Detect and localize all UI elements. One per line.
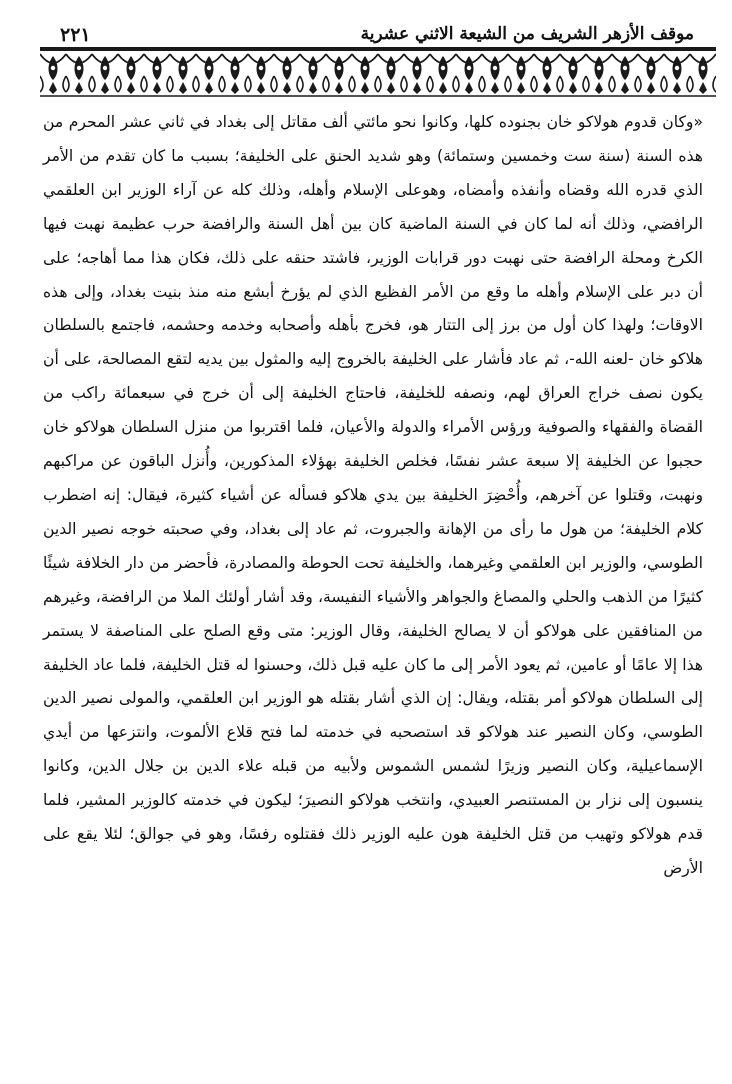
body-paragraph: «وكان قدوم هولاكو خان بجنوده كلها، وكانوا نحو مائتي ألف مقاتل إلى بغداد في ثاني عشر المحرم من هذه السنة (سنة ست وخمسين وستمائة) وهو شديد الحنق على الخليفة؛ بسبب ما كان تقدم من الأمر الذي قدره الله وقضاه وأنفذه وأمضاه، وهوعلى الإسلام وأهله، وذلك كله عن آراء الوزير ابن العلقمي الرافضي، وذلك أنه لما كان في السنة الماضية كان بين أهل السنة والرافضة حرب عظيمة نهبت فيها الكرخ ومحلة الرافضة حتى نهبت دور قرابات الوزير، فاشتد حنقه على ذلك، فكان هذا مما أهاجه؛ على أن دبر على الإسلام وأهله ما وقع من الأمر الفظيع الذي لم يؤرخ أبشع منه منذ بنيت بغداد، وإلى هذه الاوقات؛ ولهذا كان أول من برز إلى التتار هو، فخرج بأهله وأصحابه وخدمه وحشمه، فاجتمع بالسلطان هلاكو خان -لعنه الله-، ثم عاد فأشار على الخليفة بالخروج إليه والمثول بين يديه لتقع المصالحة، على أن يكون نصف خراج العراق لهم، ونصفه للخليفة، فاحتاج الخليفة إلى أن خرج في سبعمائة راكب من القضاة والفقهاء والصوفية ورؤس الأمراء والدولة والأعيان، فلما اقتربوا من منزل السلطان هولاكو خان حجبوا عن الخليفة إلا سبعة عشر نفسًا، فخلص الخليفة بهؤلاء المذكورين، وأُنزل الباقون عن مراكبهم ونهبت، وقتلوا عن آخرهم، وأُحْضِرَ الخليفة بين يدي هلاكو فسأله عن أشياء كثيرة، فيقال: إنه اضطرب كلام الخليفة؛ من هول ما رأى من الإهانة والجبروت، ثم عاد إلى بغداد، وفي صحبته خوجه نصير الدين الطوسي، والوزير ابن العلقمي وغيرهما، والخليفة تحت الحوطة والمصادرة، فأحضر من دار الخلافة شيئًا كثيرًا من الذهب والحلي والمصاغ والجواهر والأشياء النفيسة، وقد أشار أولئك الملا من الرافضة، وغيرهم من المنافقين على هولاكو أن لا يصالح الخليفة، وقال الوزير: متى وقع الصلح على المناصفة لا يستمر هذا إلا عامًا أو عامين، ثم يعود الأمر إلى ما كان عليه قبل ذلك، وحسنوا له قتل الخليفة، فلما عاد الخليفة إلى السلطان هولاكو أمر بقتله، ويقال: إن الذي أشار بقتله هو الوزير ابن العلقمي، والمولى نصير الدين الطوسي، وكان النصير عند هولاكو قد استصحبه في خدمته لما فتح قلاع الألموت، وانتزعها من أيدي الإسماعيلية، وكان النصير وزيرًا لشمس الشموس ولأبيه من قبله علاء الدين بن جلال الدين، وكانوا ينسبون إلى نزار بن المستنصر العبيدي، وانتخب هولاكو النصيرَ؛ ليكون في خدمته كالوزير المشير، فلما قدم هولاكو وتهيب من قتل الخليفة هون عليه الوزير ذلك فقتلوه رفسًا، وهو في جوالق؛ لئلا يقع على الأرض bbox=[43, 113, 703, 877]
ornamental-border-icon bbox=[40, 46, 716, 98]
running-title: موقف الأزهر الشريف من الشيعة الاثني عشرية bbox=[360, 24, 694, 44]
main-text bbox=[43, 106, 703, 886]
page-number: ٢٢١ bbox=[60, 24, 91, 46]
